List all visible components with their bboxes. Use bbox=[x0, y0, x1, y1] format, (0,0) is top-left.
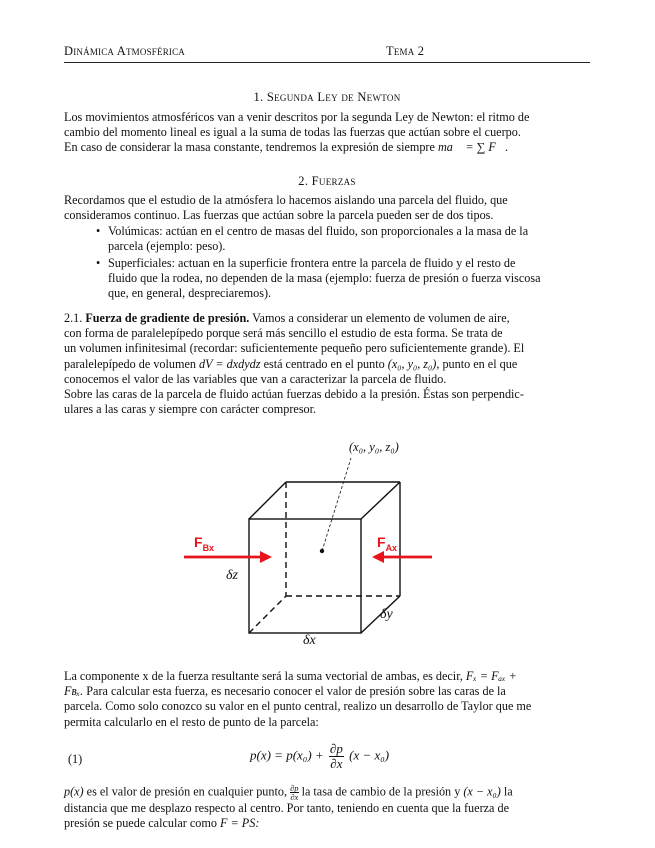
force-ax-arrowhead bbox=[372, 551, 384, 563]
delta-y-label: δy bbox=[380, 607, 393, 622]
cube-edge bbox=[361, 482, 400, 519]
fx-formula: Fₓ = Fₐₓ + bbox=[465, 669, 517, 683]
bullet-superficiales: Superficiales: actuan en la superficie frontera entre la parcela de fluido y el resto de fluido que la rodea, no dependen de la masa (ejemplo: fuerza de presión o fuerza viscosa que, en general, despreciaremos). bbox=[108, 256, 541, 301]
text-line: cambio del momento lineal es igual a la suma de todas las fuerzas que actúan sobre el cuerpo. bbox=[64, 125, 521, 140]
center-point bbox=[320, 549, 324, 553]
pressure-force-formula: F = PS: bbox=[220, 816, 260, 831]
center-coordinates-label: (x₀, y₀, z₀) bbox=[349, 440, 399, 454]
partial-derivative-fraction: $\frac{\partial p}{\partial x}$ bbox=[329, 741, 343, 771]
bullet-icon: • bbox=[96, 256, 101, 270]
newton-formula: ma⃗ = ∑ F⃗. bbox=[437, 140, 509, 155]
final-paragraph: p(x) es el valor de presión en cualquier punto, $\frac{\partial p}{\partial x}$ la tasa de cambio de la presión y (x − x₀) la distancia que me desplazo respecto al centro. Por tanto, teniendo en cuenta que la fuerza de presión se puede calcular como F = PS: bbox=[64, 783, 513, 831]
text-line: Recordamos que el estudio de la atmósfera lo hacemos aislando una parcela del fluido, que bbox=[64, 193, 508, 207]
delta-z-label: δz bbox=[226, 568, 238, 583]
cube-hidden-edge bbox=[249, 596, 286, 633]
subsection-number: 2.1. bbox=[64, 311, 83, 325]
bullet-volumicas: Volúmicas: actúan en el centro de masas del fluido, son proporcionales a la masa de la parcela (ejemplo: peso). bbox=[108, 224, 529, 254]
inline-partial-derivative: $\frac{\partial p}{\partial x}$ bbox=[290, 783, 299, 802]
subsection-2-1-paragraph: 2.1. Fuerza de gradiente de presión. Vamos a considerar un elemento de volumen de aire, con forma de paralelepípedo porque será más sencillo el estudio de esta forma. Se trata de un volumen infinitesimal (recordar: suficientemente pequeño pero suficientemente grande). El paralelepípedo de volumen dV = dxdydz está centrado en el punto (x₀, y₀, z₀), punto en el que conocemos el valor de las variables que van a caracterizar la parcela de fluido. Sobre las caras de la parcela de fluido actúan fuerzas debido a la presión. Éstas son perpendic- ulares a las caras y siempre con carácter compresor. bbox=[64, 311, 525, 417]
running-header-left: Dinámica Atmosférica bbox=[64, 44, 185, 58]
force-ax-label: $F_{Ax}$ bbox=[377, 534, 398, 553]
center-point-formula: (x₀, y₀, z₀), bbox=[387, 356, 440, 371]
text-line: En caso de considerar la masa constante, tendremos la expresión de siempre ma⃗ = ∑ F⃗. bbox=[64, 140, 509, 155]
text-line: consideramos continuo. Las fuerzas que actúan sobre la parcela pueden ser de dos tipos. bbox=[64, 208, 494, 223]
cube-edge bbox=[249, 482, 286, 519]
delta-x-label: δx bbox=[303, 633, 316, 648]
bullet-icon: • bbox=[96, 224, 101, 238]
equation-number: (1) bbox=[68, 752, 83, 766]
running-header-right: Tema 2 bbox=[386, 44, 425, 58]
subsection-title: Fuerza de gradiente de presión. bbox=[85, 311, 250, 325]
taylor-equation: p(x) = p(x₀) + $\frac{\partial p}{\partial x}$ (x − x₀) bbox=[250, 741, 390, 771]
center-pointer-line bbox=[322, 458, 351, 551]
fbx-formula: Fʙₓ. bbox=[64, 684, 84, 699]
volume-formula: dV = dxdydz bbox=[199, 356, 261, 371]
force-bx-label: $F_{Bx}$ bbox=[194, 534, 215, 553]
after-figure-paragraph: La componente x de la fuerza resultante será la suma vectorial de ambas, es decir, Fₓ = Fₐₓ + Fʙₓ. Para calcular esta fuerza, es necesario conocer el valor de presión sobre las caras de la parcela. Como solo conozco su valor en el punto central, realizo un desarrollo de Taylor que me permita calcularlo en el resto de punto de la parcela: bbox=[64, 669, 532, 729]
section-1-title: 1. Segunda Ley de Newton bbox=[253, 90, 401, 104]
text-line: Los movimientos atmosféricos van a venir descritos por la segunda Ley de Newton: el ritmo de bbox=[64, 110, 530, 124]
section-2-title: 2. Fuerzas bbox=[298, 174, 356, 188]
force-bx-arrowhead bbox=[260, 551, 272, 563]
